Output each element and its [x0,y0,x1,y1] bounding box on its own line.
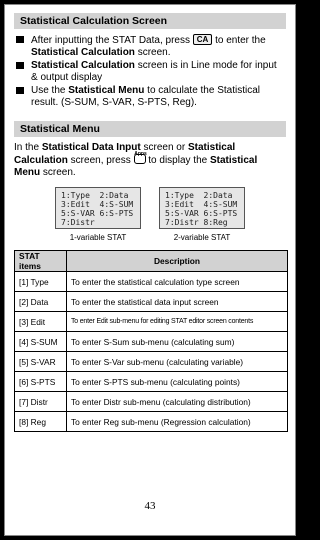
screen-1-variable [55,187,141,242]
stat-items-table [14,250,288,432]
description-cell: To enter S-PTS sub-menu (calculating points) [67,372,288,392]
description-cell: To enter S-Var sub-menu (calculating variable) [67,352,288,372]
stat-item-cell: [1] Type [15,272,67,292]
section-title-statistical-calculation-screen: Statistical Calculation Screen [14,13,286,29]
page-number: 43 [144,500,156,512]
statistical-menu-description: In the Statistical Data Input screen or Statistical Calculation screen, press Apps to display the Statistical Menu screen. [14,142,258,178]
lcd-display: 1:Type 2:Data 3:Edit 4:S-SUM 5:S-VAR 6:S-PTS 7:Distr [55,187,141,229]
lcd-screens [5,187,295,242]
description-cell: To enter S-Sum sub-menu (calculating sum) [67,332,288,352]
square-bullet-icon [16,36,24,43]
table-header-row [15,251,288,272]
table-row [15,272,288,292]
table-row [15,372,288,392]
table-row [15,312,288,332]
description-cell: To enter Reg sub-menu (Regression calculation) [67,412,288,432]
stat-item-cell: [7] Distr [15,392,67,412]
table-row [15,352,288,372]
stat-item-cell: [2] Data [15,292,67,312]
table-row [15,392,288,412]
stat-item-cell: [4] S-SUM [15,332,67,352]
description-cell: To enter the statistical calculation type screen [67,272,288,292]
description-cell: To enter Distr sub-menu (calculating distribution) [67,392,288,412]
apps-key-icon: Apps [134,154,146,164]
bullet-list [14,34,286,109]
lcd-display: 1:Type 2:Data 3:Edit 4:S-SUM 5:S-VAR 6:S-PTS 7:Distr 8:Reg [159,187,245,229]
stat-item-cell: [3] Edit [15,312,67,332]
bullet-item: Statistical Calculation screen is in Line mode for input & output display [14,60,286,84]
table-row [15,412,288,432]
section-title-statistical-menu: Statistical Menu [14,121,286,137]
square-bullet-icon [16,87,24,94]
stat-item-cell: [5] S-VAR [15,352,67,372]
column-header: Description [67,251,288,272]
stat-item-cell: [8] Reg [15,412,67,432]
screen-caption: 1-variable STAT [69,233,127,242]
screen-caption: 2-variable STAT [173,233,231,242]
manual-page [4,4,296,536]
bullet-item: Use the Statistical Menu to calculate the Statistical result. (S-SUM, S-VAR, S-PTS, Reg). [14,85,286,109]
table-row [15,292,288,312]
table-row [15,332,288,352]
description-cell: To enter the statistical data input screen [67,292,288,312]
square-bullet-icon [16,62,24,69]
ca-key-icon: CA [193,34,213,45]
screen-2-variable [159,187,245,242]
stat-item-cell: [6] S-PTS [15,372,67,392]
description-cell: To enter Edit sub-menu for editing STAT editor screen contents [67,312,288,332]
column-header: STAT items [15,251,67,272]
bullet-item: After inputting the STAT Data, press CA to enter the Statistical Calculation screen. [14,34,286,59]
